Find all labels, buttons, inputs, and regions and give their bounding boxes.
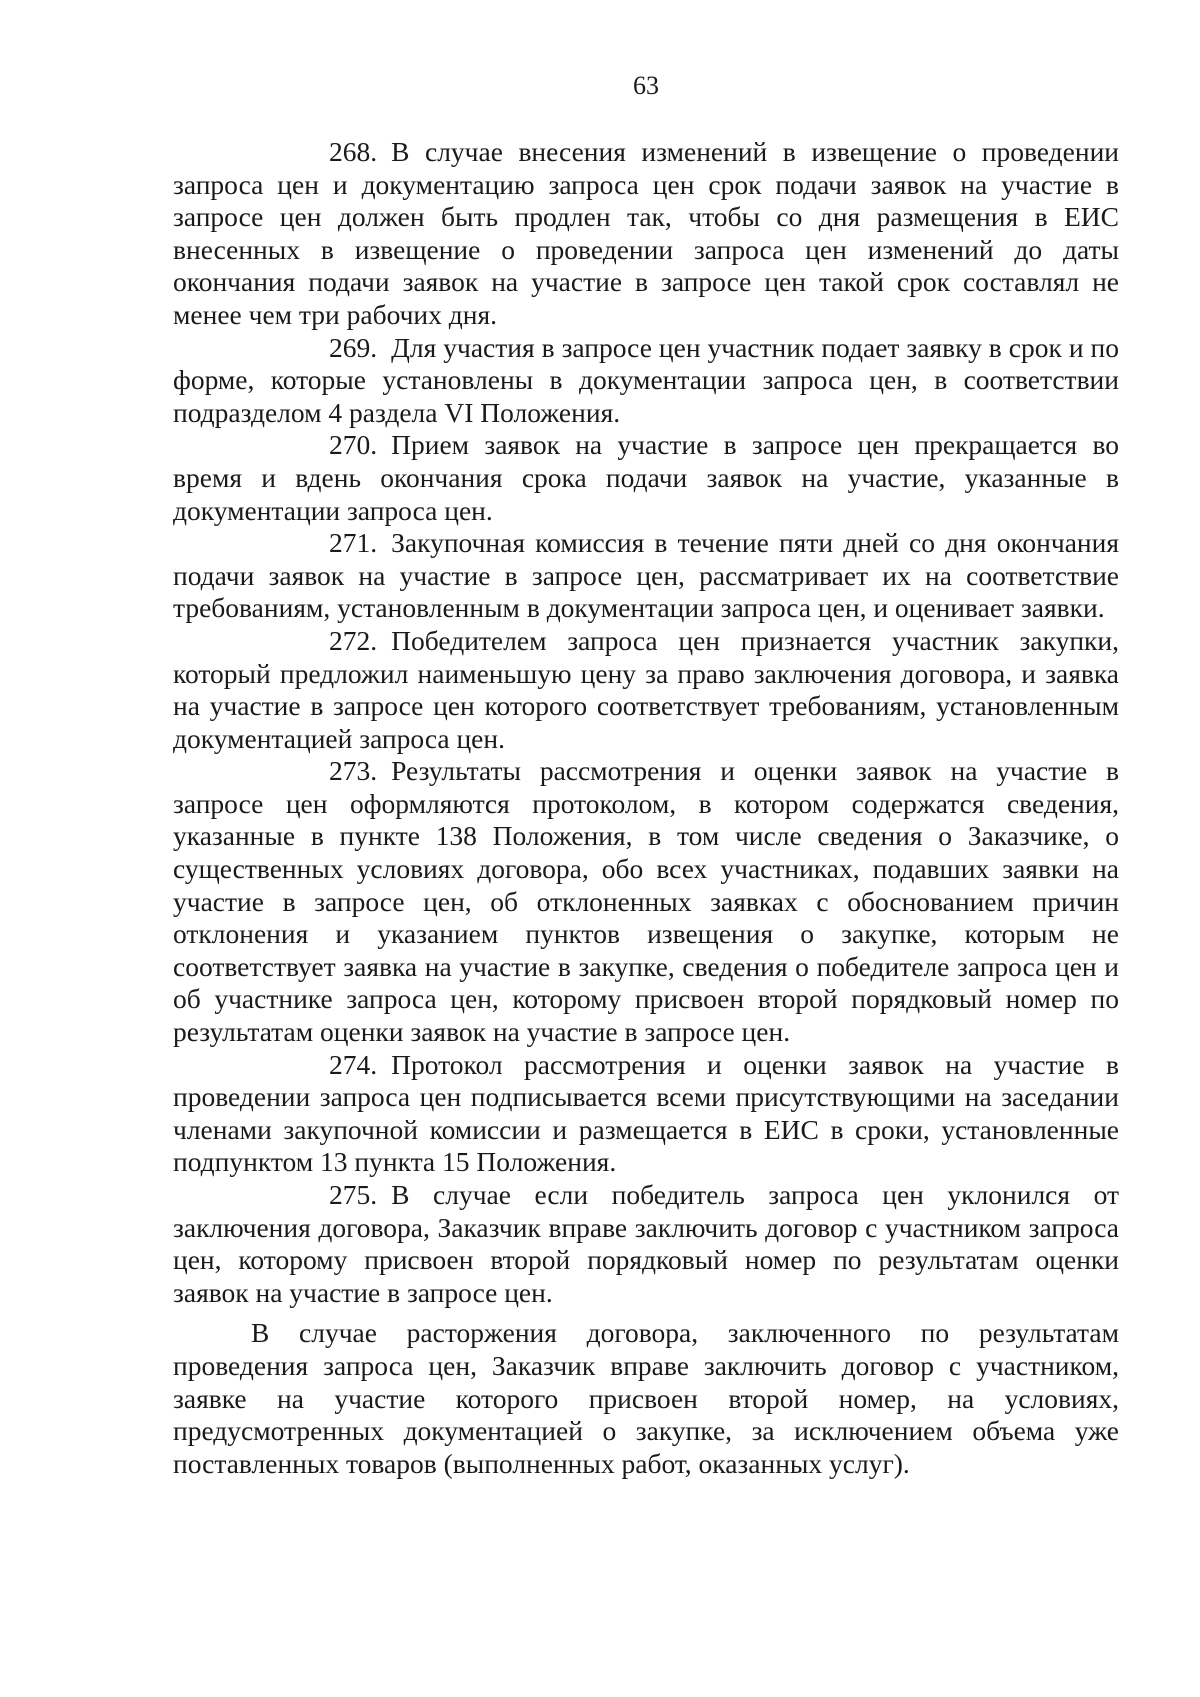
- clause-text: В случае если победитель запроса цен уклонился от заключения договора, Заказчик вправе заключить договор с участником запроса цен, которому присвоен второй порядковый номер по результатам оценки заявок на участие в запросе цен.: [173, 1179, 1119, 1308]
- paragraph-272: [173, 625, 1119, 755]
- clause-text: Протокол рассмотрения и оценки заявок на участие в проведении запроса цен подписывается всеми присутствующими на заседании членами закупочной комиссии и размещается в ЕИС в сроки, установленные подпунктом 13 пункта 15 Положения.: [173, 1048, 1119, 1178]
- clause-number: 273.: [329, 755, 378, 787]
- clause-text: Результаты рассмотрения и оценки заявок на участие в запросе цен оформляются протоколом, в котором содержатся сведения, указанные в пункте 138 Положения, в том числе сведения о Заказчике, о существенных условиях договора, обо всех участниках, подавших заявки на участие в запросе цен, об отклоненных заявках с обоснованием причин отклонения и указанием пунктов извещения о закупке, которым не соответствует заявка на участие в закупке, сведения о победителе запроса цен и об участнике запроса цен, которому присвоен второй порядковый номер по результатам оценки заявок на участие в запросе цен.: [173, 755, 1119, 1048]
- paragraph-270: [173, 429, 1119, 527]
- clause-text: В случае внесения изменений в извещение о проведении запроса цен и документацию запроса цен срок подачи заявок на участие в запросе цен должен быть продлен так, чтобы со дня размещения в ЕИС внесенных в извещение о проведении запроса цен изменений до даты окончания подачи заявок на участие в запросе цен такой срок составлял не менее чем три рабочих дня.: [173, 136, 1119, 330]
- clause-text: Прием заявок на участие в запросе цен прекращается во время и вдень окончания срока подачи заявок на участие, указанные в документации запроса цен.: [173, 429, 1119, 526]
- paragraph-274: [173, 1049, 1119, 1179]
- clause-number: 271.: [329, 527, 378, 559]
- paragraph-271: [173, 527, 1119, 625]
- clause-text: Закупочная комиссия в течение пяти дней со дня окончания подачи заявок на участие в запросе цен, рассматривает их на соответствие требованиям, установленным в документации запроса цен, и оценивает заявки.: [173, 527, 1119, 624]
- document-body: [173, 136, 1119, 1480]
- clause-number: 272.: [329, 624, 378, 656]
- paragraph-268: [173, 136, 1119, 332]
- paragraph-termination: [173, 1317, 1119, 1480]
- paragraph-text: В случае расторжения договора, заключенного по результатам проведения запроса цен, Заказчик вправе заключить договор с участником, заявке на участие которого присвоен второй номер, на условиях, предусмотренных документацией о закупке, за исключением объема уже поставленных товаров (выполненных работ, оказанных услуг).: [173, 1317, 1119, 1479]
- clause-number: 269.: [329, 331, 378, 363]
- clause-number: 268.: [329, 136, 378, 167]
- paragraph-275: [173, 1179, 1119, 1309]
- clause-number: 275.: [329, 1179, 378, 1210]
- paragraph-273: [173, 755, 1119, 1048]
- clause-text: Победителем запроса цен признается участник закупки, который предложил наименьшую цену за право заключения договора, и заявка на участие в запросе цен которого соответствует требованиям, установленным документацией запроса цен.: [173, 624, 1119, 754]
- clause-text: Для участия в запросе цен участник подает заявку в срок и по форме, которые установлены в документации запроса цен, в соответствии подразделом 4 раздела VI Положения.: [173, 331, 1119, 428]
- clause-number: 270.: [329, 429, 378, 461]
- clause-number: 274.: [329, 1048, 378, 1080]
- paragraph-269: [173, 332, 1119, 430]
- page-number: 63: [633, 71, 659, 100]
